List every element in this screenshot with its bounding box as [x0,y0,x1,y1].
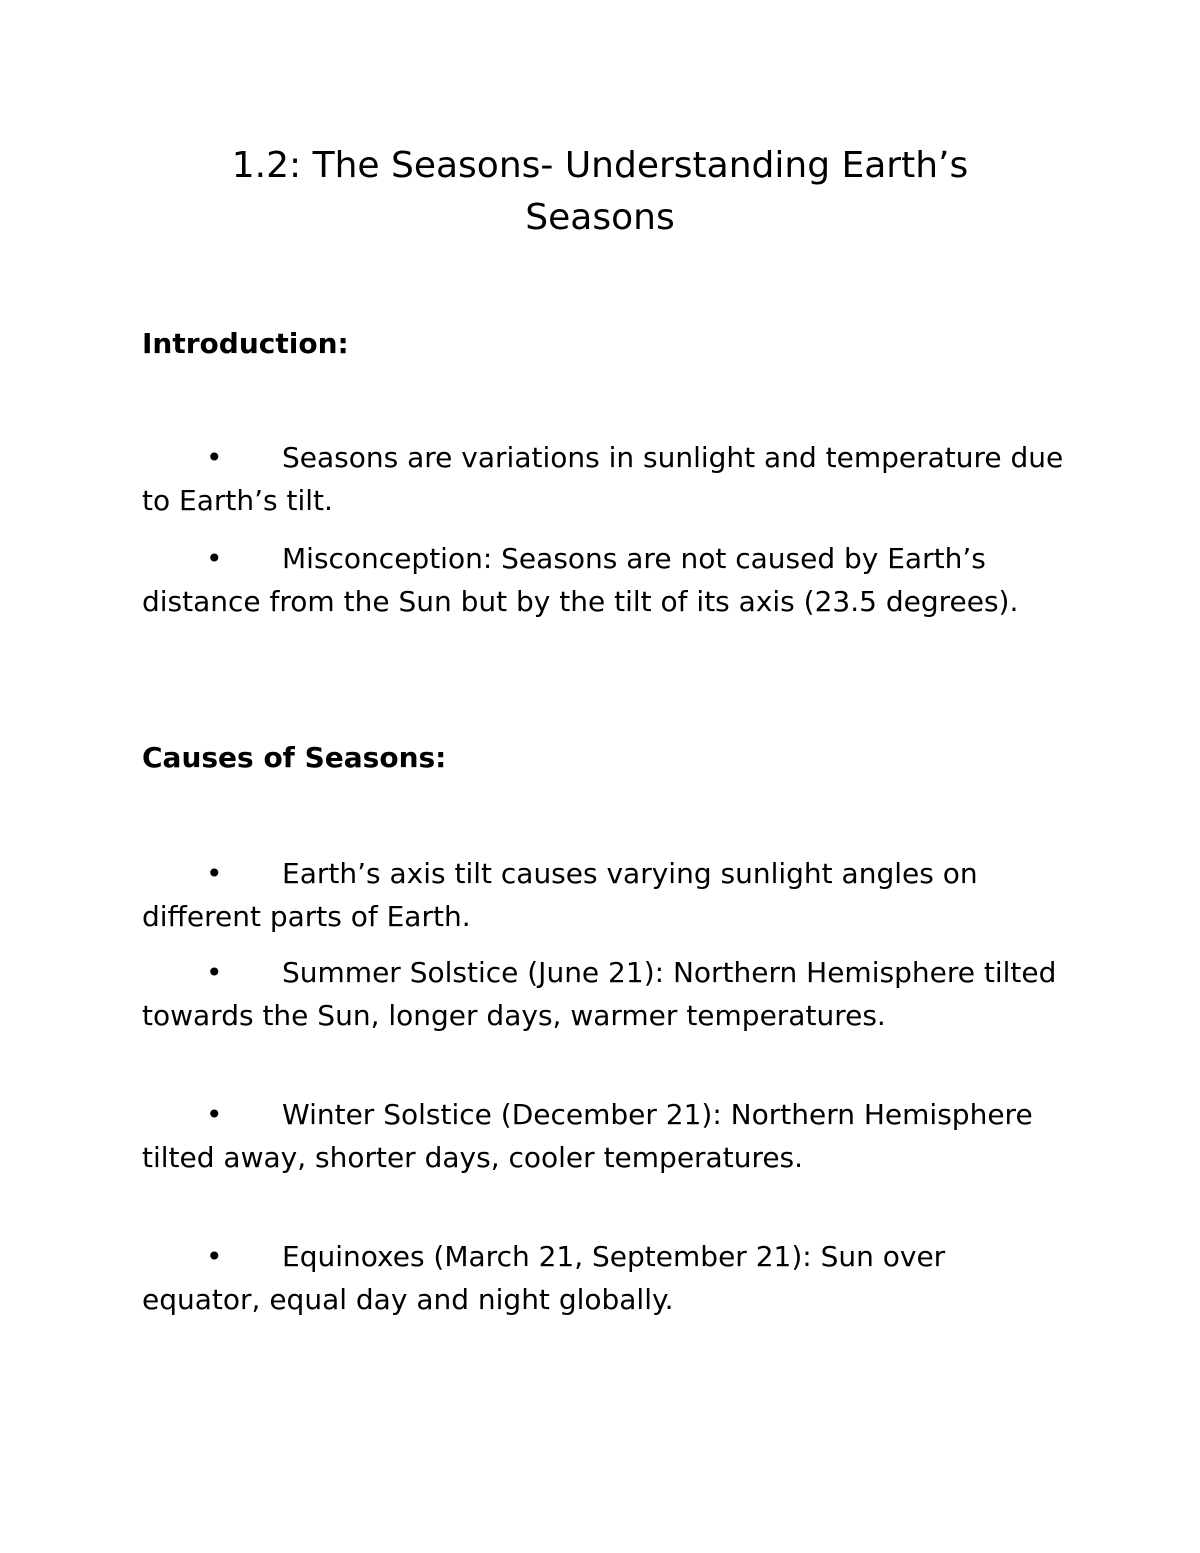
list-item-text: Equinoxes (March 21, September 21): Sun over equator, equal day and night globally. [142,1240,946,1316]
list-item-text: Misconception: Seasons are not caused by Earth’s distance from the Sun but by the tilt of its axis (23.5 degrees). [142,542,1019,618]
title-line-1: 1.2: The Seasons- Understanding Earth’s [231,145,969,186]
title-line-2: Seasons [525,197,675,238]
list-item [142,852,1072,938]
bullet-icon: • [206,956,223,989]
list-item [142,1235,1072,1321]
list-item [142,951,1072,1037]
bullet-icon: • [206,1098,223,1131]
section-heading-introduction: Introduction: [142,327,349,360]
list-item [142,436,1072,522]
bullet-icon: • [206,857,223,890]
section-heading-causes: Causes of Seasons: [142,741,447,774]
bullet-icon: • [206,1240,223,1273]
list-item-text: Winter Solstice (December 21): Northern Hemisphere tilted away, shorter days, cooler temperatures. [142,1098,1033,1174]
page-title [150,140,1050,244]
list-item [142,1093,1072,1179]
list-item-text: Summer Solstice (June 21): Northern Hemisphere tilted towards the Sun, longer days, warmer temperatures. [142,956,1057,1032]
list-item [142,537,1072,623]
list-item-text: Earth’s axis tilt causes varying sunlight angles on different parts of Earth. [142,857,978,933]
bullet-icon: • [206,441,223,474]
bullet-icon: • [206,542,223,575]
list-item-text: Seasons are variations in sunlight and temperature due to Earth’s tilt. [142,441,1064,517]
